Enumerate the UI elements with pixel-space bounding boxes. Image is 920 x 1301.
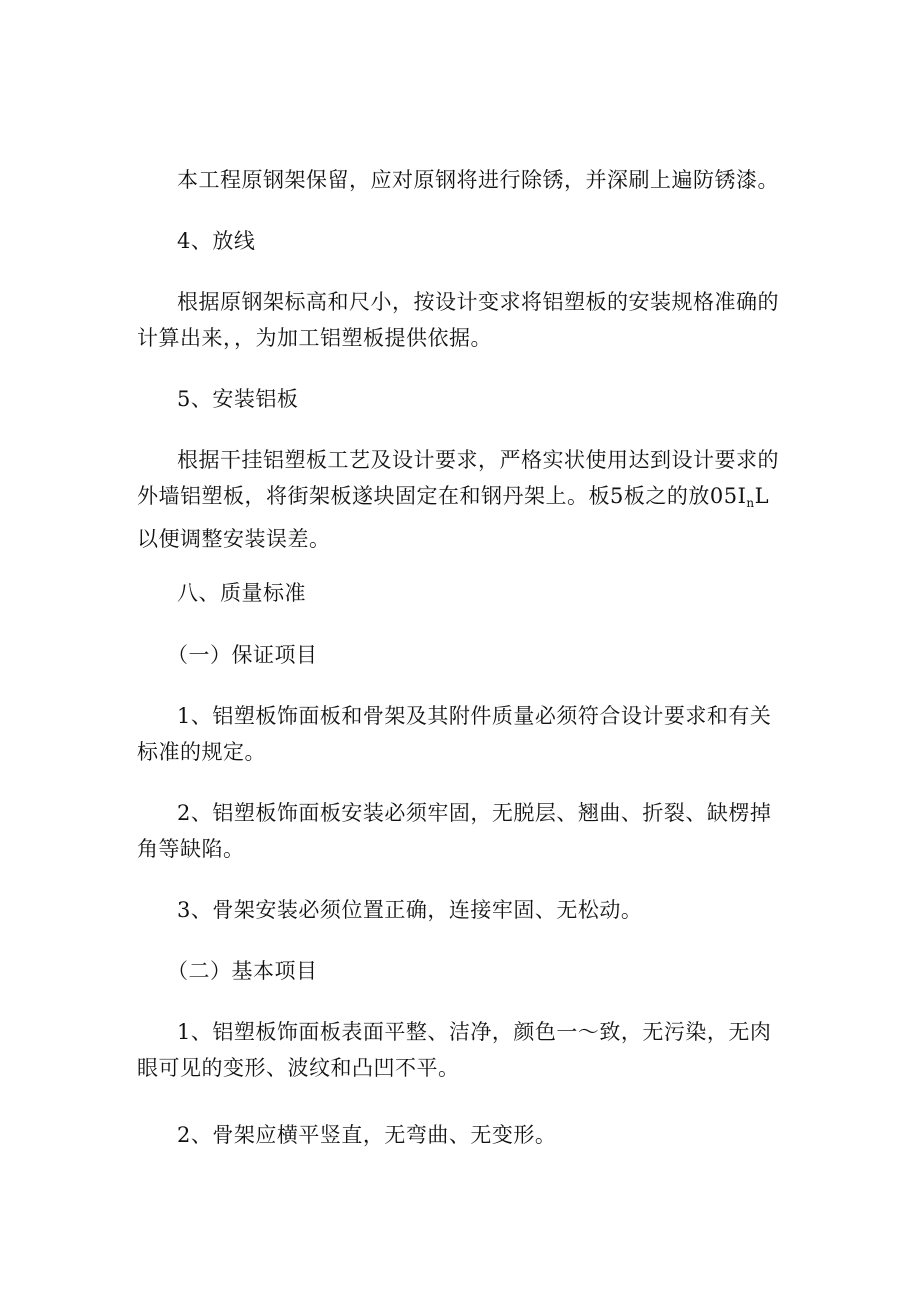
paragraph-line: 1、铝塑板饰面板和骨架及其附件质量必须符合设计要求和有关 <box>177 704 772 728</box>
paragraph-line: 角等缺陷。 <box>137 837 245 861</box>
paragraph-line-text: 外墙铝塑板，将街架板遂块固定在和钢丹架上。板5板之的放05I <box>137 484 747 508</box>
paragraph-line: 本工程原钢架保留，应对原钢将进行除锈，并深刷上遍防锈漆。 <box>177 168 779 192</box>
paragraph-layout-lines <box>137 284 797 356</box>
paragraph-basic-item-2 <box>137 1117 797 1153</box>
paragraph-steel-frame-retained <box>137 162 797 198</box>
paragraph-basic-item-1 <box>137 1014 797 1086</box>
subscript-text: n <box>746 496 755 510</box>
paragraph-line: 计算出来，，为加工铝塑板提供依据。 <box>137 326 492 350</box>
paragraph-guaranteed-item-2 <box>137 795 797 867</box>
paragraph-line: 2、骨架应横平竖直，无弯曲、无变形。 <box>177 1123 557 1147</box>
paragraph-line: 根据干挂铝塑板工艺及设计要求，严格实状使用达到设计要求的 <box>177 448 779 472</box>
heading-guaranteed-items <box>137 637 797 673</box>
paragraph-line-tail: L <box>754 484 770 508</box>
paragraph-install-panels <box>137 442 797 557</box>
paragraph-line: 以便调整安装误差。 <box>137 527 331 551</box>
heading-quality-standards <box>137 575 797 611</box>
paragraph-line: 3、骨架安装必须位置正确，连接牢固、无松动。 <box>177 898 643 922</box>
paragraph-line: 2、铝塑板饰面板安装必须牢固，无脱层、翘曲、折裂、缺楞掉 <box>177 801 772 825</box>
paragraph-line: 眼可见的变形、波纹和凸凹不平。 <box>137 1056 460 1080</box>
paragraph-line: 5、安装铝板 <box>177 387 299 411</box>
paragraph-guaranteed-item-1 <box>137 698 797 770</box>
heading-basic-items <box>137 953 797 989</box>
paragraph-line: 八、质量标准 <box>177 581 306 605</box>
paragraph-line: 4、放线 <box>177 229 256 253</box>
paragraph-line: 1、铝塑板饰面板表面平整、洁净，颜色一～致，无污染，无肉 <box>177 1020 772 1044</box>
heading-install-panels <box>137 381 797 417</box>
paragraph-line: 根据原钢架标高和尺小，按设计变求将铝塑板的安装规格准确的 <box>177 290 779 314</box>
paragraph-line <box>137 478 797 521</box>
paragraph-guaranteed-item-3 <box>137 892 797 928</box>
paragraph-line: 标准的规定。 <box>137 740 266 764</box>
paragraph-line: （一）保证项目 <box>167 643 318 667</box>
paragraph-line: （二）基本项目 <box>167 959 318 983</box>
heading-layout-lines <box>137 223 797 259</box>
